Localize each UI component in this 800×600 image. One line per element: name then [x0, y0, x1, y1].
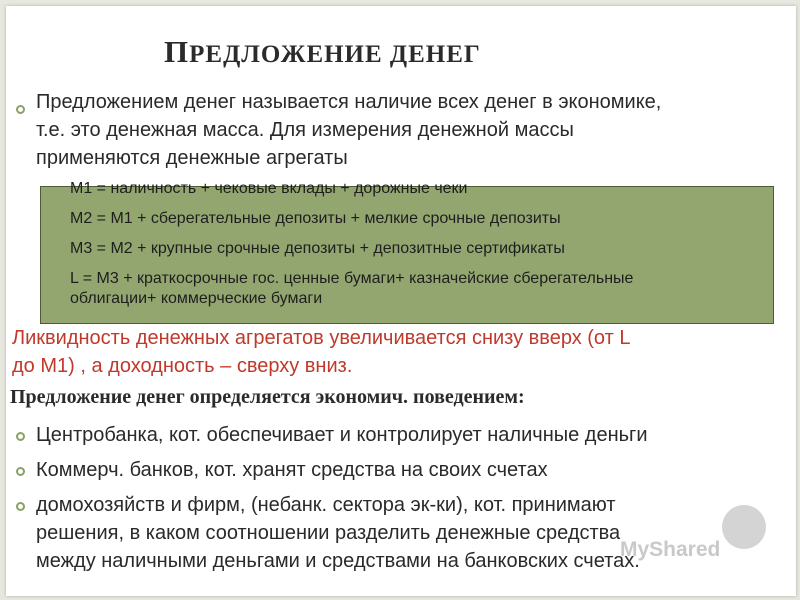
watermark-circle-icon: [722, 505, 766, 549]
liquidity-note: [12, 324, 630, 380]
determined-by-heading: Предложение денег определяется экономич. поведением:: [10, 386, 525, 408]
bullet-line: домохозяйств и фирм, (небанк. сектора эк-ки), кот. принимают: [36, 494, 616, 516]
liquidity-line: Ликвидность денежных агрегатов увеличивается снизу вверх (от L: [12, 327, 631, 349]
watermark-logo: MyShared: [620, 538, 721, 561]
aggregate-l: L = М3 + краткосрочные гос. ценные бумаги+ казначейские сберегательные: [70, 270, 634, 287]
aggregate-m1: М1 = наличность + чековые вклады + дорожные чеки: [70, 180, 468, 197]
bullet-icon: [16, 432, 25, 441]
bullet-icon: [16, 105, 25, 114]
liquidity-line: до М1) , а доходность – сверху вниз.: [12, 355, 353, 377]
intro-line: Предложением денег называется наличие всех денег в экономике,: [36, 91, 662, 113]
intro-line: т.е. это денежная масса. Для измерения денежной массы: [36, 119, 574, 141]
intro-line: применяются денежные агрегаты: [36, 147, 348, 169]
aggregate-m3: М3 = М2 + крупные срочные депозиты + депозитные сертификаты: [70, 240, 565, 257]
bullet-icon: [16, 502, 25, 511]
bullet-commercial-banks: Коммерч. банков, кот. хранят средства на своих счетах: [36, 459, 548, 481]
slide: [6, 6, 796, 596]
aggregate-m2: М2 = М1 + сберегательные депозиты + мелкие срочные депозиты: [70, 210, 561, 227]
bullet-icon: [16, 467, 25, 476]
intro-paragraph: [36, 88, 661, 172]
bullet-households-firms: [36, 491, 640, 575]
slide-title: ПРЕДЛОЖЕНИЕ ДЕНЕГ: [164, 34, 481, 69]
aggregate-l-continued: облигации+ коммерческие бумаги: [70, 290, 323, 307]
bullet-central-bank: Центробанка, кот. обеспечивает и контролирует наличные деньги: [36, 424, 648, 446]
bullet-line: между наличными деньгами и средствами на банковских счетах.: [36, 550, 640, 572]
bullet-line: решения, в каком соотношении разделить денежные средства: [36, 522, 621, 544]
